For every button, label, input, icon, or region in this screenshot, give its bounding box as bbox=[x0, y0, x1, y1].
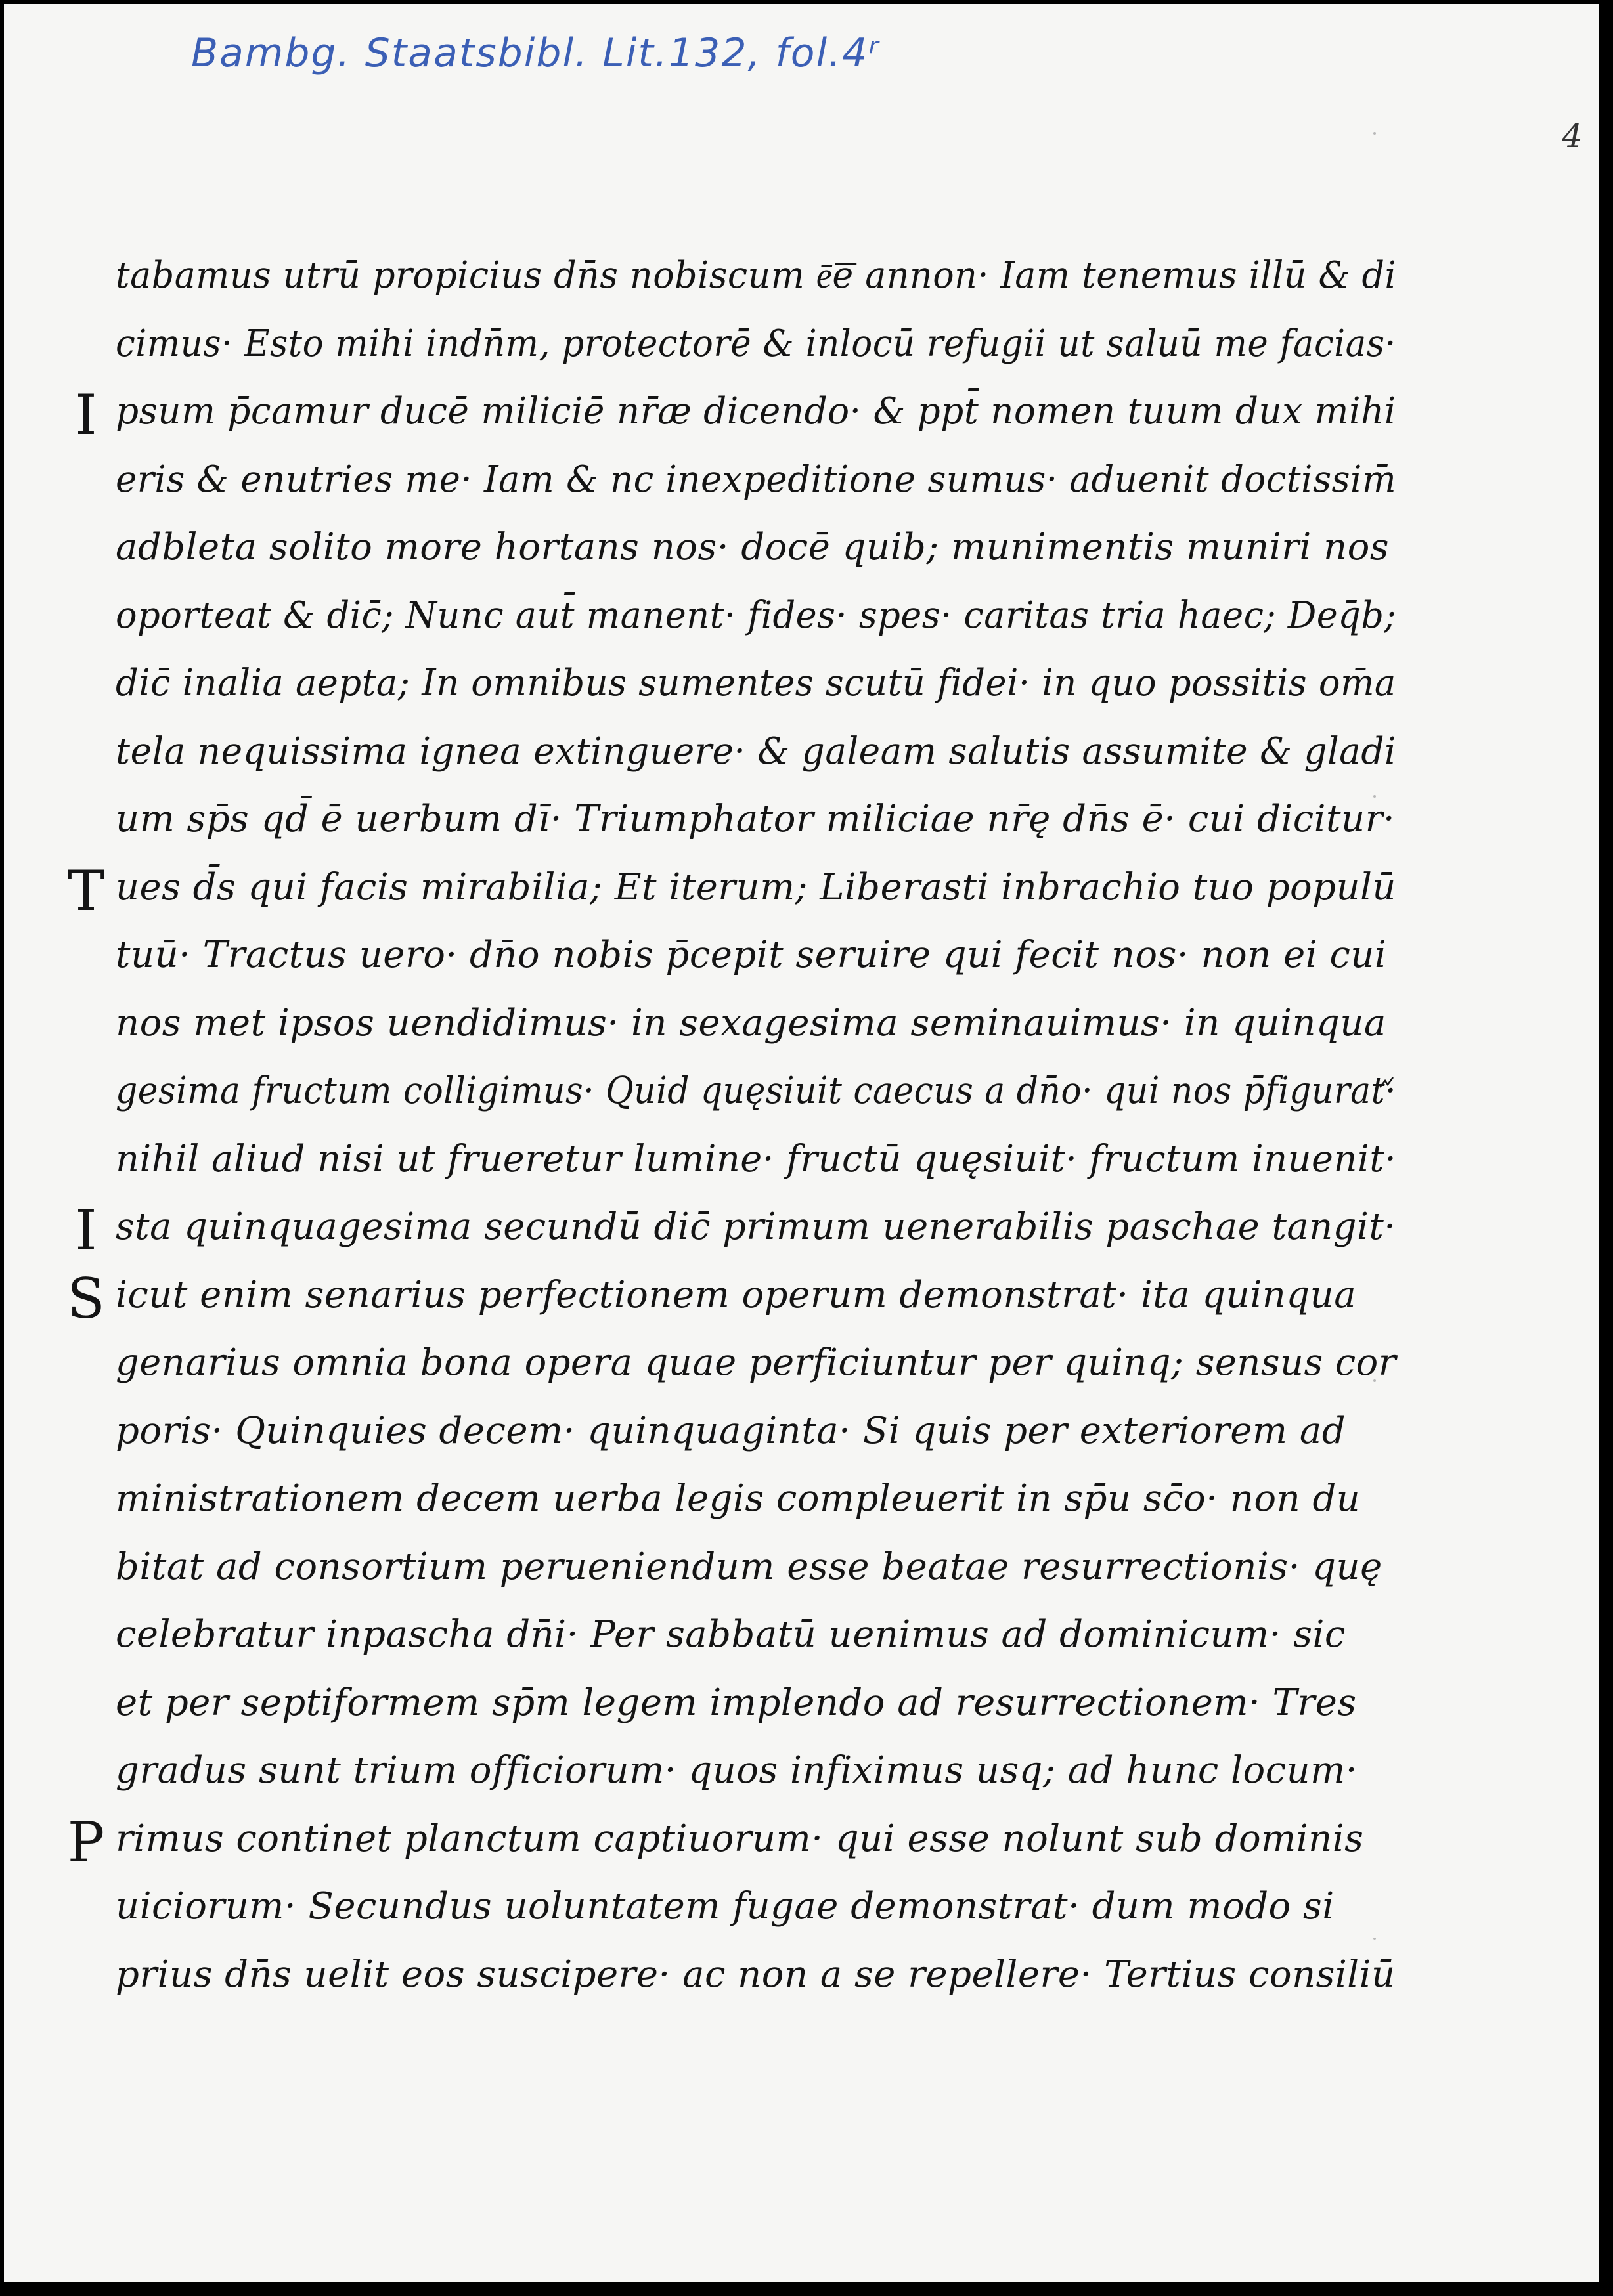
line-text: adbleta solito more hortans nos· docē quib; munimentis muniri nos bbox=[116, 526, 1390, 569]
manuscript-line bbox=[60, 1068, 1396, 1136]
line-text: prius dn̄s uelit eos suscipere· ac non a se repellere· Tertius consiliū bbox=[116, 1953, 1396, 1996]
shelfmark-annotation: Bambg. Staatsbibl. Lit.132, fol.4ʳ bbox=[191, 30, 880, 76]
line-text: rimus continet planctum captiuorum· qui esse nolunt sub dominis bbox=[116, 1817, 1364, 1860]
manuscript-text-block bbox=[60, 252, 1397, 2019]
line-text: gradus sunt trium officiorum· quos infiximus usq; ad hunc locum· bbox=[116, 1749, 1358, 1792]
line-text: sta quinquagesima secundū dic̄ primum uenerabilis paschae tangit· bbox=[116, 1205, 1396, 1248]
manuscript-line bbox=[60, 456, 1397, 525]
line-text: ministrationem decem uerba legis compleuerit in sp̄u sc̄o· non du bbox=[116, 1477, 1361, 1520]
manuscript-line bbox=[60, 1000, 1386, 1068]
line-text: psum p̄camur ducē miliciē nr̄æ dicendo· & ppt̄ nomen tuum dux mihi bbox=[116, 390, 1396, 433]
line-text: nos met ipsos uendidimus· in sexagesima seminauimus· in quinqua bbox=[116, 1001, 1386, 1045]
manuscript-line bbox=[60, 1611, 1373, 1679]
page-speck bbox=[1373, 1938, 1376, 1940]
manuscript-line bbox=[60, 1809, 1373, 1884]
manuscript-line bbox=[60, 728, 1397, 796]
line-text: dic̄ inalia aepta; In omnibus sumentes scutū fidei· in quo possitis om̄a bbox=[116, 662, 1396, 704]
line-text: eris & enutries me· Iam & nc inexpeditione sumus· aduenit doctissim̄ bbox=[116, 458, 1397, 501]
line-text: icut enim senarius perfectionem operum demonstrat· ita quinqua bbox=[116, 1273, 1357, 1316]
page-speck bbox=[1373, 132, 1376, 135]
line-text: poris· Quinquies decem· quinquaginta· Si quis per exteriorem ad bbox=[116, 1409, 1346, 1452]
manuscript-line bbox=[60, 1883, 1373, 1951]
line-text: tabamus utrū propicius dn̄s nobiscum ē͞e annon· Iam tenemus illū & di bbox=[116, 254, 1397, 297]
manuscript-line bbox=[60, 796, 1396, 864]
versal-initial: S bbox=[67, 1266, 105, 1331]
manuscript-page bbox=[4, 4, 1599, 2282]
versal-initial: P bbox=[67, 1809, 105, 1874]
line-text: tela nequissima ignea extinguere· & galeam salutis assumite & gladi bbox=[116, 729, 1397, 773]
manuscript-line bbox=[60, 1198, 1396, 1272]
manuscript-line bbox=[60, 1544, 1382, 1612]
manuscript-line bbox=[60, 383, 1396, 456]
manuscript-line bbox=[60, 1408, 1373, 1476]
line-text: gesima fructum colligimus· Quid quęsiuit caecus a dn̄o· qui nos p̄figurat· bbox=[116, 1070, 1396, 1112]
manuscript-line bbox=[60, 252, 1397, 320]
manuscript-line bbox=[60, 320, 1396, 389]
manuscript-line bbox=[60, 1951, 1396, 2020]
versal-initial: T bbox=[67, 858, 105, 923]
versal-initial: I bbox=[75, 383, 97, 447]
manuscript-line bbox=[60, 1136, 1397, 1204]
line-text: oporteat & dic̄; Nunc aut̄ manent· fides· spes· caritas tria haec; Deq̄b; bbox=[116, 594, 1397, 637]
line-text: nihil aliud nisi ut frueretur lumine· fructū quęsiuit· fructum inuenit· bbox=[116, 1137, 1397, 1180]
manuscript-line bbox=[60, 858, 1396, 932]
line-text: celebratur inpascha dn̄i· Per sabbatū uenimus ad dominicum· sic bbox=[116, 1613, 1346, 1656]
manuscript-line bbox=[60, 524, 1390, 592]
line-text: bitat ad consortium perueniendum esse beatae resurrectionis· quę bbox=[116, 1545, 1382, 1588]
manuscript-line bbox=[60, 1475, 1373, 1544]
line-text: ues d̄s qui facis mirabilia; Et iterum; Liberasti inbrachio tuo populū bbox=[116, 865, 1396, 909]
line-text: uiciorum· Secundus uoluntatem fugae demonstrat· dum modo si bbox=[116, 1885, 1335, 1928]
line-text: et per septiformem sp̄m legem implendo ad resurrectionem· Tres bbox=[116, 1681, 1357, 1724]
folio-number: 4 bbox=[1562, 117, 1583, 155]
manuscript-line bbox=[60, 1679, 1373, 1748]
manuscript-line bbox=[60, 1266, 1373, 1340]
manuscript-line bbox=[60, 1747, 1373, 1815]
versal-initial: I bbox=[75, 1198, 97, 1263]
manuscript-line bbox=[60, 592, 1397, 661]
line-text: tuū· Tractus uero· dn̄o nobis p̄cepit seruire qui fecit nos· non ei cui bbox=[116, 934, 1387, 976]
line-text: um sp̄s qd̄ ē uerbum dī· Triumphator miliciae nr̄ę dn̄s ē· cui dicitur· bbox=[116, 798, 1396, 840]
line-text: genarius omnia bona opera quae perficiuntur per quinq; sensus cor bbox=[116, 1341, 1396, 1384]
line-text: cimus· Esto mihi indn̄m, protectorē & inlocū refugii ut saluū me facias· bbox=[116, 322, 1396, 365]
manuscript-line bbox=[60, 932, 1387, 1000]
manuscript-line bbox=[60, 1339, 1396, 1408]
manuscript-line bbox=[60, 660, 1396, 728]
